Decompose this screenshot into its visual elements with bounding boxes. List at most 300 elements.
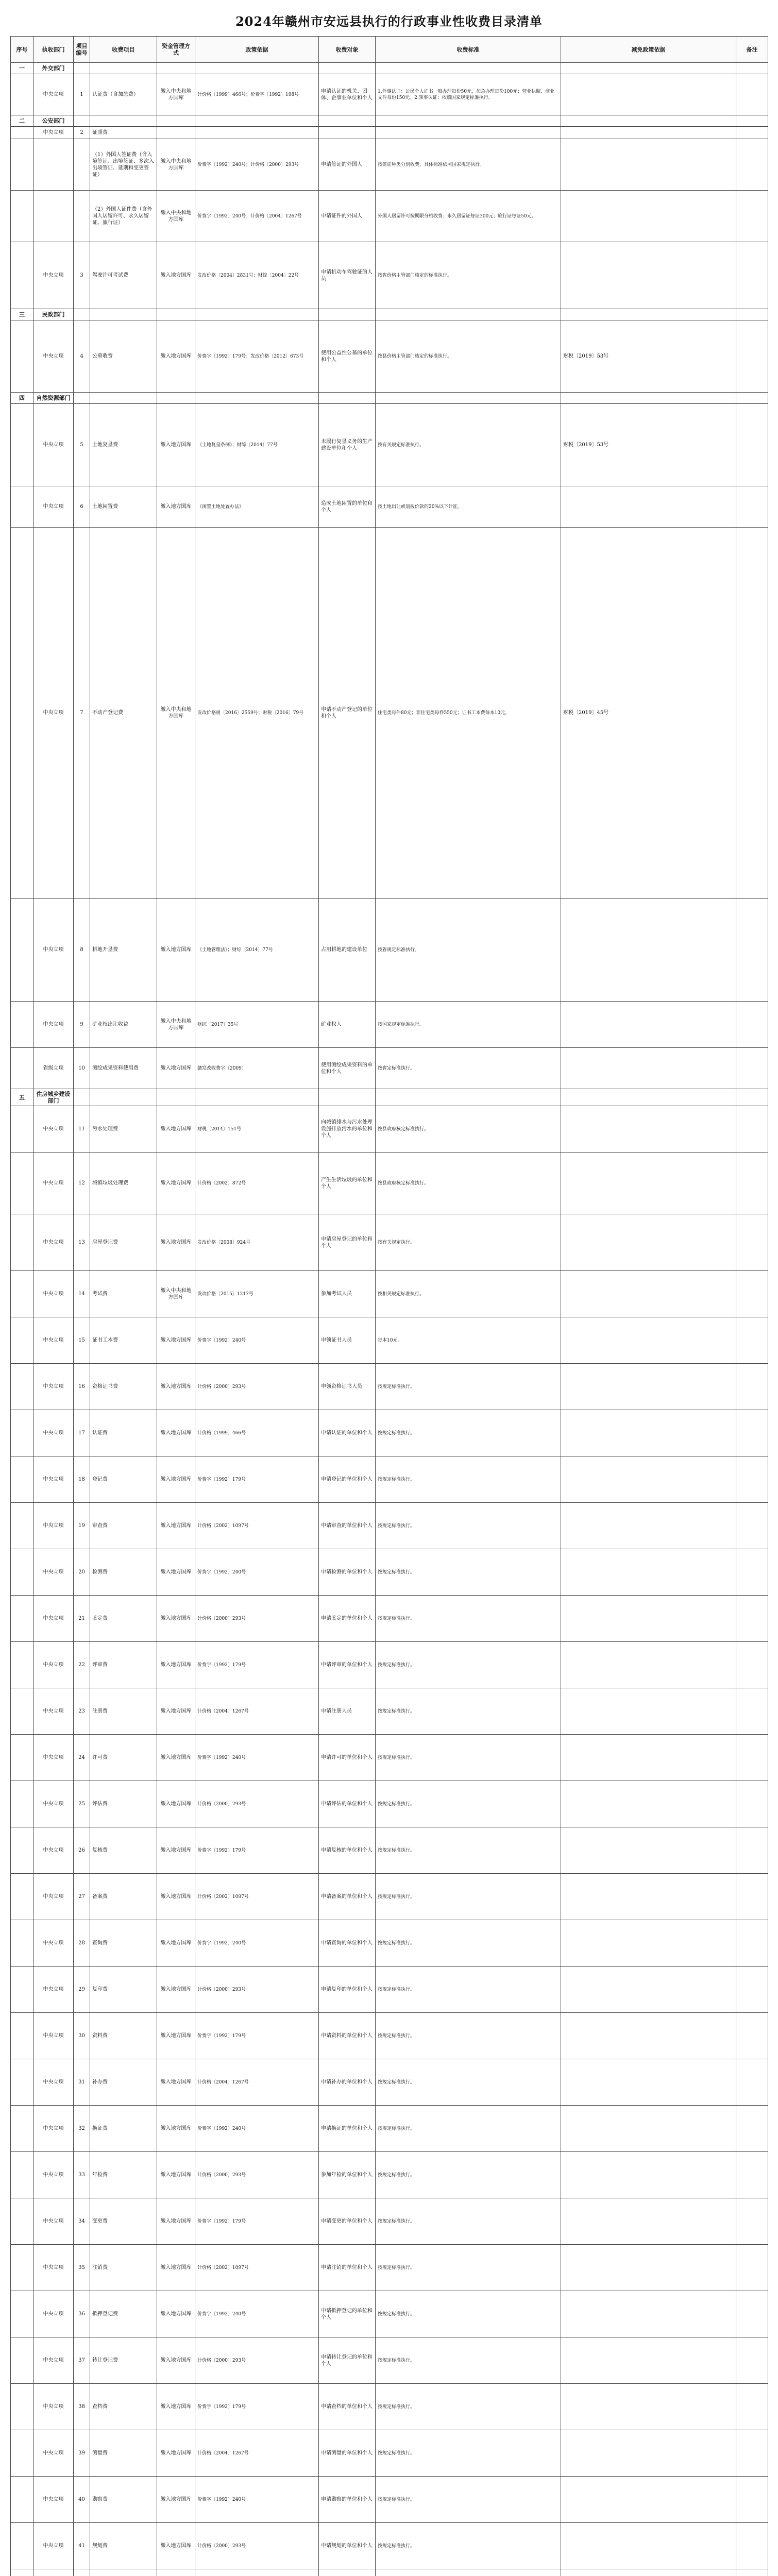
cell-dept: 中央立项 — [33, 1106, 74, 1153]
cell-basis: 计价格〔2000〕293号 — [195, 2523, 319, 2569]
cell-dept: 中央立项 — [33, 242, 74, 309]
cell-dept: 住房城乡建设部门 — [33, 1089, 74, 1106]
cell-object: 申请资料的单位和个人 — [319, 2013, 376, 2059]
cell-mgmt: 缴入地方国库 — [157, 1364, 195, 1410]
table-row — [11, 1781, 768, 1827]
cell-standard: 按规定标准执行。 — [376, 2152, 561, 2198]
cell-item: 不动产登记费 — [90, 528, 157, 899]
cell-item: 评审费 — [90, 1642, 157, 1688]
cell-standard: 1.外事认证：公民个人证书一般办理每份50元，加急办理每份100元；营业执照、商业文件每份150元。2.领事认证：依照国家规定标准执行。 — [376, 74, 561, 115]
header-mgmt: 资金管理方式 — [157, 37, 195, 63]
cell-standard: 按有关规定标准执行。 — [376, 404, 561, 486]
cell-object — [319, 2569, 376, 2576]
table-row — [11, 74, 768, 115]
cell-code: 16 — [74, 1364, 90, 1410]
cell-no — [11, 1642, 33, 1688]
cell-mgmt: 缴入中央和地方国库 — [157, 1002, 195, 1048]
table-row — [11, 1827, 768, 1874]
cell-basis: 价费字〔1992〕179号 — [195, 1642, 319, 1688]
cell-note — [736, 1153, 768, 1214]
cell-object: 申请签证的外国人 — [319, 139, 376, 191]
cell-basis: 《闲置土地处置办法》 — [195, 486, 319, 528]
cell-dept — [33, 191, 74, 242]
cell-note — [736, 1967, 768, 2013]
cell-standard: 按县价格主管部门核定的标准执行。 — [376, 320, 561, 393]
section-row — [11, 63, 768, 74]
table-body — [11, 63, 768, 2576]
cell-mgmt: 缴入地方国库 — [157, 2152, 195, 2198]
table-row — [11, 2152, 768, 2198]
cell-mgmt: 缴入地方国库 — [157, 1410, 195, 1456]
header-item: 收费项目 — [90, 37, 157, 63]
cell-code: 23 — [74, 1688, 90, 1735]
cell-exemption — [561, 393, 736, 404]
header-standard: 收费标准 — [376, 37, 561, 63]
cell-mgmt: 缴入地方国库 — [157, 242, 195, 309]
cell-note — [736, 2384, 768, 2430]
cell-note — [736, 899, 768, 1002]
cell-no — [11, 1048, 33, 1089]
cell-mgmt: 缴入地方国库 — [157, 899, 195, 1002]
cell-exemption — [561, 1089, 736, 1106]
cell-mgmt — [157, 393, 195, 404]
cell-mgmt: 缴入地方国库 — [157, 320, 195, 393]
cell-exemption — [561, 1874, 736, 1920]
cell-exemption — [561, 2013, 736, 2059]
cell-no — [11, 2013, 33, 2059]
cell-exemption — [561, 486, 736, 528]
cell-exemption — [561, 1456, 736, 1503]
cell-object: 申请补办的单位和个人 — [319, 2059, 376, 2106]
cell-dept — [33, 139, 74, 191]
cell-dept: 中央立项 — [33, 1967, 74, 2013]
cell-no — [11, 899, 33, 1002]
cell-exemption — [561, 1002, 736, 1048]
cell-item: 补办费 — [90, 2059, 157, 2106]
cell-item: 勘察费 — [90, 2477, 157, 2523]
cell-exemption — [561, 899, 736, 1002]
cell-item: 审查费 — [90, 1503, 157, 1549]
table-row — [11, 1967, 768, 2013]
cell-code: 37 — [74, 2337, 90, 2384]
table-row — [11, 404, 768, 486]
cell-mgmt: 缴入地方国库 — [157, 1781, 195, 1827]
cell-no — [11, 2337, 33, 2384]
cell-standard: 按规定标准执行。 — [376, 1456, 561, 1503]
cell-code: 8 — [74, 899, 90, 1002]
cell-note — [736, 242, 768, 309]
cell-standard: 按规定标准执行。 — [376, 2106, 561, 2152]
cell-item: （2）外国人证件费（含外国人居留许可、永久居留证、旅行证） — [90, 191, 157, 242]
cell-code: 38 — [74, 2384, 90, 2430]
cell-note — [736, 1735, 768, 1781]
cell-exemption — [561, 2291, 736, 2337]
table-row — [11, 1271, 768, 1317]
cell-basis: 发改价格规〔2016〕2559号；财税〔2016〕79号 — [195, 528, 319, 899]
cell-item: 变更费 — [90, 2198, 157, 2245]
cell-object: 申请换证的单位和个人 — [319, 2106, 376, 2152]
cell-no — [11, 2198, 33, 2245]
cell-exemption — [561, 2059, 736, 2106]
header-basis: 政策依据 — [195, 37, 319, 63]
cell-exemption — [561, 2523, 736, 2569]
cell-basis: 发改价格〔2004〕2831号；财综〔2004〕22号 — [195, 242, 319, 309]
cell-object — [319, 115, 376, 127]
cell-code: 7 — [74, 528, 90, 899]
cell-dept: 中央立项 — [33, 127, 74, 139]
table-row — [11, 191, 768, 242]
cell-code: 30 — [74, 2013, 90, 2059]
cell-note — [736, 191, 768, 242]
cell-basis: 计价格〔2000〕293号 — [195, 1596, 319, 1642]
cell-code: 1 — [74, 74, 90, 115]
cell-object: 申请不动产登记的单位和个人 — [319, 528, 376, 899]
cell-exemption — [561, 2106, 736, 2152]
cell-mgmt: 缴入地方国库 — [157, 1048, 195, 1089]
table-row — [11, 1317, 768, 1364]
cell-item: 认证费 — [90, 1410, 157, 1456]
cell-item: 耕地开垦费 — [90, 899, 157, 1002]
cell-note — [736, 2245, 768, 2291]
cell-code — [74, 1089, 90, 1106]
cell-code: 9 — [74, 1002, 90, 1048]
cell-note — [736, 1089, 768, 1106]
cell-dept: 中央立项 — [33, 1688, 74, 1735]
cell-standard: 按规定标准执行。 — [376, 1410, 561, 1456]
cell-exemption — [561, 139, 736, 191]
cell-standard — [376, 63, 561, 74]
cell-item: 资格证书费 — [90, 1364, 157, 1410]
table-row — [11, 2523, 768, 2569]
cell-no — [11, 2152, 33, 2198]
cell-standard: 按国家规定标准执行。 — [376, 1002, 561, 1048]
cell-code: 20 — [74, 1549, 90, 1596]
cell-object: 申请注册人员 — [319, 1688, 376, 1735]
cell-exemption — [561, 1827, 736, 1874]
cell-item: 鉴定费 — [90, 1596, 157, 1642]
cell-item — [90, 393, 157, 404]
cell-dept: 中央立项 — [33, 2291, 74, 2337]
table-row — [11, 2569, 768, 2576]
cell-code: 15 — [74, 1317, 90, 1364]
cell-object: 产生生活垃圾的单位和个人 — [319, 1153, 376, 1214]
cell-note — [736, 486, 768, 528]
table-row — [11, 1214, 768, 1271]
cell-exemption — [561, 2152, 736, 2198]
cell-note — [736, 1688, 768, 1735]
cell-dept: 中央立项 — [33, 1364, 74, 1410]
section-row — [11, 309, 768, 320]
cell-dept — [33, 2569, 74, 2576]
cell-item: 证照费 — [90, 127, 157, 139]
cell-dept: 中央立项 — [33, 1596, 74, 1642]
cell-exemption — [561, 2384, 736, 2430]
cell-mgmt: 缴入地方国库 — [157, 2198, 195, 2245]
cell-exemption — [561, 1967, 736, 2013]
cell-dept: 中央立项 — [33, 1827, 74, 1874]
cell-basis: 赣发改收费字〔2009〕 — [195, 1048, 319, 1089]
cell-exemption — [561, 1688, 736, 1735]
cell-mgmt — [157, 63, 195, 74]
cell-exemption — [561, 74, 736, 115]
cell-basis: 发改价格〔2015〕1217号 — [195, 1271, 319, 1317]
cell-standard: 按省价格主管部门核定的标准执行。 — [376, 242, 561, 309]
cell-mgmt: 缴入地方国库 — [157, 2477, 195, 2523]
cell-note — [736, 1596, 768, 1642]
cell-exemption — [561, 1920, 736, 1967]
cell-object: 申领证书人员 — [319, 1317, 376, 1364]
cell-note — [736, 393, 768, 404]
cell-dept: 中央立项 — [33, 1153, 74, 1214]
cell-code — [74, 115, 90, 127]
table-row — [11, 2013, 768, 2059]
cell-standard: 按规定标准执行。 — [376, 1781, 561, 1827]
cell-basis: 计价格〔1999〕466号；价费字〔1992〕198号 — [195, 74, 319, 115]
cell-mgmt: 缴入地方国库 — [157, 404, 195, 486]
cell-code: 32 — [74, 2106, 90, 2152]
cell-code: 35 — [74, 2245, 90, 2291]
cell-basis: 价费字〔1992〕179号 — [195, 2198, 319, 2245]
cell-note — [736, 127, 768, 139]
cell-no — [11, 1781, 33, 1827]
cell-mgmt: 缴入中央和地方国库 — [157, 191, 195, 242]
cell-code: 31 — [74, 2059, 90, 2106]
cell-mgmt: 缴入地方国库 — [157, 2291, 195, 2337]
cell-note — [736, 2477, 768, 2523]
cell-code — [74, 309, 90, 320]
cell-note — [736, 1456, 768, 1503]
cell-note — [736, 1214, 768, 1271]
cell-note — [736, 1827, 768, 1874]
cell-dept: 中央立项 — [33, 2013, 74, 2059]
cell-exemption — [561, 242, 736, 309]
cell-no — [11, 1549, 33, 1596]
table-row — [11, 1410, 768, 1456]
cell-object: 申请复印的单位和个人 — [319, 1967, 376, 2013]
cell-dept: 中央立项 — [33, 320, 74, 393]
cell-code — [74, 191, 90, 242]
cell-object: 未履行复垦义务的生产建设单位和个人 — [319, 404, 376, 486]
cell-object: 申请鉴定的单位和个人 — [319, 1596, 376, 1642]
cell-object: 矿业权人 — [319, 1002, 376, 1048]
cell-no — [11, 1503, 33, 1549]
cell-basis — [195, 393, 319, 404]
table-row — [11, 2198, 768, 2245]
cell-no — [11, 320, 33, 393]
cell-object: 造成土地闲置的单位和个人 — [319, 486, 376, 528]
cell-code: 26 — [74, 1827, 90, 1874]
cell-item: 换证费 — [90, 2106, 157, 2152]
cell-standard — [376, 1089, 561, 1106]
table-row — [11, 320, 768, 393]
table-row — [11, 1642, 768, 1688]
cell-basis: 计价格〔2002〕1097号 — [195, 1503, 319, 1549]
cell-dept: 中央立项 — [33, 1735, 74, 1781]
cell-basis — [195, 2569, 319, 2576]
cell-dept: 中央立项 — [33, 1874, 74, 1920]
cell-dept: 中央立项 — [33, 1503, 74, 1549]
cell-basis: 计价格〔2002〕1097号 — [195, 1874, 319, 1920]
cell-exemption — [561, 1549, 736, 1596]
cell-mgmt: 缴入地方国库 — [157, 1642, 195, 1688]
cell-standard — [376, 309, 561, 320]
header-exemption: 减免政策依据 — [561, 37, 736, 63]
cell-code — [74, 393, 90, 404]
cell-exemption — [561, 1048, 736, 1089]
cell-item — [90, 2569, 157, 2576]
cell-note — [736, 1271, 768, 1317]
cell-note — [736, 528, 768, 899]
cell-mgmt: 缴入中央和地方国库 — [157, 139, 195, 191]
cell-mgmt: 缴入中央和地方国库 — [157, 1271, 195, 1317]
cell-dept: 中央立项 — [33, 1410, 74, 1456]
cell-object: 申请机动车驾驶证的人员 — [319, 242, 376, 309]
table-header-row — [11, 37, 768, 63]
cell-mgmt: 缴入地方国库 — [157, 2013, 195, 2059]
table-row — [11, 1002, 768, 1048]
cell-mgmt: 缴入地方国库 — [157, 1735, 195, 1781]
cell-code: 34 — [74, 2198, 90, 2245]
cell-mgmt: 缴入地方国库 — [157, 1317, 195, 1364]
fee-catalog-table — [10, 36, 768, 2576]
table-row — [11, 1874, 768, 1920]
table-row — [11, 2245, 768, 2291]
cell-note — [736, 1503, 768, 1549]
cell-item: 查档费 — [90, 2384, 157, 2430]
cell-dept: 中央立项 — [33, 1317, 74, 1364]
cell-item: 检测费 — [90, 1549, 157, 1596]
cell-mgmt: 缴入中央和地方国库 — [157, 74, 195, 115]
cell-no — [11, 1688, 33, 1735]
cell-item: 登记费 — [90, 1456, 157, 1503]
cell-object: 申请登记的单位和个人 — [319, 1456, 376, 1503]
cell-object: 申请许可的单位和个人 — [319, 1735, 376, 1781]
cell-object — [319, 309, 376, 320]
cell-no — [11, 486, 33, 528]
cell-note — [736, 1002, 768, 1048]
cell-object — [319, 63, 376, 74]
cell-exemption — [561, 2430, 736, 2477]
cell-standard: 按规定标准执行。 — [376, 1364, 561, 1410]
cell-exemption — [561, 2477, 736, 2523]
cell-standard: 按有关规定执行。 — [376, 1214, 561, 1271]
cell-standard: 按规定标准执行。 — [376, 1642, 561, 1688]
cell-note — [736, 2059, 768, 2106]
cell-basis: 计价格〔2004〕1267号 — [195, 1688, 319, 1735]
cell-code: 39 — [74, 2430, 90, 2477]
cell-standard: 每本10元。 — [376, 1317, 561, 1364]
table-row — [11, 528, 768, 899]
header-code: 项目编号 — [74, 37, 90, 63]
cell-basis — [195, 63, 319, 74]
cell-no — [11, 1214, 33, 1271]
cell-dept: 中央立项 — [33, 1642, 74, 1688]
cell-no — [11, 1827, 33, 1874]
cell-note — [736, 2430, 768, 2477]
cell-dept: 中央立项 — [33, 1214, 74, 1271]
cell-code: 3 — [74, 242, 90, 309]
cell-exemption: 财税〔2019〕53号 — [561, 320, 736, 393]
header-no: 序号 — [11, 37, 33, 63]
table-row — [11, 1364, 768, 1410]
header-dept: 执收部门 — [33, 37, 74, 63]
cell-mgmt: 缴入地方国库 — [157, 2059, 195, 2106]
table-row — [11, 899, 768, 1002]
cell-code: 18 — [74, 1456, 90, 1503]
cell-basis: 计价格〔2000〕293号 — [195, 1364, 319, 1410]
cell-code: 40 — [74, 2477, 90, 2523]
cell-dept: 中央立项 — [33, 486, 74, 528]
cell-object: 申请查档的单位和个人 — [319, 2384, 376, 2430]
cell-mgmt: 缴入地方国库 — [157, 2337, 195, 2384]
cell-standard: 按规定标准执行。 — [376, 1503, 561, 1549]
cell-object: 申请转让登记的单位和个人 — [319, 2337, 376, 2384]
cell-mgmt: 缴入地方国库 — [157, 2384, 195, 2430]
table-row — [11, 2477, 768, 2523]
cell-mgmt: 缴入地方国库 — [157, 1456, 195, 1503]
cell-object: 使用公益性公墓的单位和个人 — [319, 320, 376, 393]
cell-exemption — [561, 2337, 736, 2384]
table-row — [11, 486, 768, 528]
cell-standard: 外国人居留许可按期限分档收费；永久居留证每证300元；旅行证每证50元。 — [376, 191, 561, 242]
cell-basis: 价费字〔1992〕179号 — [195, 1456, 319, 1503]
cell-mgmt: 缴入地方国库 — [157, 2106, 195, 2152]
cell-item: 矿业权出让收益 — [90, 1002, 157, 1048]
cell-no — [11, 1456, 33, 1503]
cell-object: 申请勘察的单位和个人 — [319, 2477, 376, 2523]
cell-standard: 按规定标准执行。 — [376, 2523, 561, 2569]
cell-item: 抵押登记费 — [90, 2291, 157, 2337]
cell-code: 21 — [74, 1596, 90, 1642]
cell-note — [736, 2013, 768, 2059]
cell-item: 复核费 — [90, 1827, 157, 1874]
cell-standard: 按规定标准执行。 — [376, 2477, 561, 2523]
section-row — [11, 115, 768, 127]
cell-basis: 计价格〔2002〕1097号 — [195, 2245, 319, 2291]
cell-standard: 按规定标准执行。 — [376, 2291, 561, 2337]
cell-basis: 价费字〔1992〕179号；发改价格〔2012〕673号 — [195, 320, 319, 393]
cell-note — [736, 2337, 768, 2384]
cell-basis: 价费字〔1992〕240号；计价格〔2000〕293号 — [195, 139, 319, 191]
cell-dept: 中央立项 — [33, 2152, 74, 2198]
cell-basis — [195, 1089, 319, 1106]
cell-object: 申请审查的单位和个人 — [319, 1503, 376, 1549]
cell-object: 申请复核的单位和个人 — [319, 1827, 376, 1874]
cell-basis — [195, 309, 319, 320]
cell-item: 考试费 — [90, 1271, 157, 1317]
cell-code: 41 — [74, 2523, 90, 2569]
cell-mgmt: 缴入地方国库 — [157, 1688, 195, 1735]
cell-dept: 自然资源部门 — [33, 393, 74, 404]
cell-basis: 价费字〔1992〕179号 — [195, 2013, 319, 2059]
cell-exemption — [561, 115, 736, 127]
cell-basis: 价费字〔1992〕240号 — [195, 1317, 319, 1364]
cell-note — [736, 1048, 768, 1089]
cell-no — [11, 1874, 33, 1920]
cell-dept: 中央立项 — [33, 2430, 74, 2477]
cell-standard: 按省定标准执行。 — [376, 1048, 561, 1089]
cell-note — [736, 1317, 768, 1364]
table-row — [11, 1920, 768, 1967]
cell-basis: 计价格〔2000〕293号 — [195, 2152, 319, 2198]
cell-dept: 中央立项 — [33, 899, 74, 1002]
cell-dept: 中央立项 — [33, 2477, 74, 2523]
cell-no — [11, 2291, 33, 2337]
cell-standard: 按规定标准执行。 — [376, 2430, 561, 2477]
cell-no — [11, 1920, 33, 1967]
cell-dept: 中央立项 — [33, 1456, 74, 1503]
table-row — [11, 2291, 768, 2337]
